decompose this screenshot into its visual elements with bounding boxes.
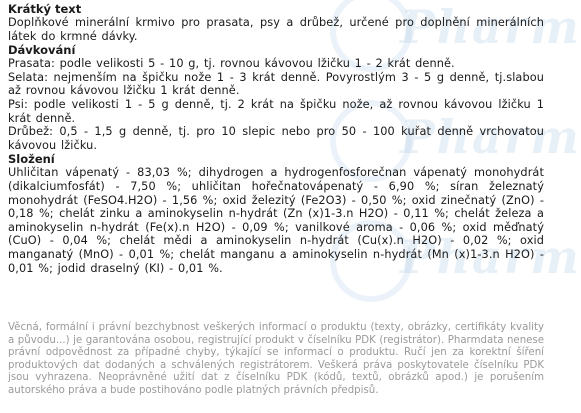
section-heading: Dávkování bbox=[8, 43, 76, 58]
composition-paragraph: Uhličitan vápenatý - 83,03 %; dihydrogen a hydrogenfosforečnan vápenatý monohydrát (dikalciumfosfát) - 7,50 %; uhličitan hořečnatovápenatý - 6,90 %; síran železnatý monohydrát (FeSO4.H2O) - 1,56 %; oxid železitý (Fe2O3) - 0,50 %; oxid zinečnatý (ZnO) - 0,18 %; chelát zinku a aminokyselin n-hydrát (Zn (x)1-3.n H2O) - 0,11 %; chelát železa a aminokyselin n-hydrát (Fe(x).n H2O) - 0,09 %; vanilkové aroma - 0,06 %; oxid měďnatý (CuO) - 0,04 %; chelát mědi a aminokyselin n-hydrát (Cu(x).n H2O) - 0,02 %; oxid manganatý (MnO) - 0,01 %; chelát manganu a aminokyselin n-hydrát (Mn (x)1-3.n H2O) - 0,01 %; jodid draselný (KI) - 0,01 %. bbox=[8, 166, 544, 275]
dosage-poultry: Drůbež: 0,5 - 1,5 g denně, tj. pro 10 slepic nebo pro 50 - 100 kuřat denně vrchovatou kávovou lžičku. bbox=[8, 125, 544, 152]
dosage-piglets: Selata: nejmenším na špičku nože 1 - 3 krát denně. Povyrostlým 3 - 5 g denně, tj.slabou až rovnou kávovou lžičku 1 krát denně. bbox=[8, 70, 544, 98]
legal-disclaimer: Věcná, formální i právní bezchybnost veškerých informací o produktu (texty, obrázky, certifikáty kvality a původu...) je garantována osobou, registrující produkt v číselníku PDK (registrátor). Pharmdata nenese právní odpovědnost za případné chyby, týkající se informací o produktu. Ručí jen za korektní šíření produktových dat dodaných a schválených registrátorem. Veškerá práva poskytovatele číselníku PDK jsou vyhrazena. Neoprávněné užití dat z číselníku PDK (kódů, textů, obrázků apod.) je porušením autorského práva a bude postihováno podle platných právních předpisů. bbox=[8, 322, 544, 396]
product-info bbox=[8, 2, 544, 275]
watermark-logo: Pharm bbox=[400, 110, 581, 164]
watermark-logo: Pharm bbox=[400, 230, 581, 284]
section-composition bbox=[8, 152, 544, 275]
dosage-dogs: Psi: podle velikosti 1 - 5 g denně, tj. 2 krát na špičku nože, až rovnou kávovou lžičku 1 krát denně. bbox=[8, 97, 544, 125]
section-heading: Složení bbox=[8, 152, 55, 167]
dosage-pigs: Prasata: podle velikosti 5 - 10 g, tj. rovnou kávovou lžičku 1 - 2 krát denně. bbox=[8, 57, 455, 71]
section-short-text bbox=[8, 2, 544, 43]
section-paragraph: Doplňkové minerální krmivo pro prasata, psy a drůbež, určené pro doplnění minerálních látek do krmné dávky. bbox=[8, 16, 544, 43]
watermark-logo: Pharm bbox=[400, 0, 581, 54]
section-heading: Krátký text bbox=[8, 2, 82, 16]
section-dosage bbox=[8, 43, 544, 152]
